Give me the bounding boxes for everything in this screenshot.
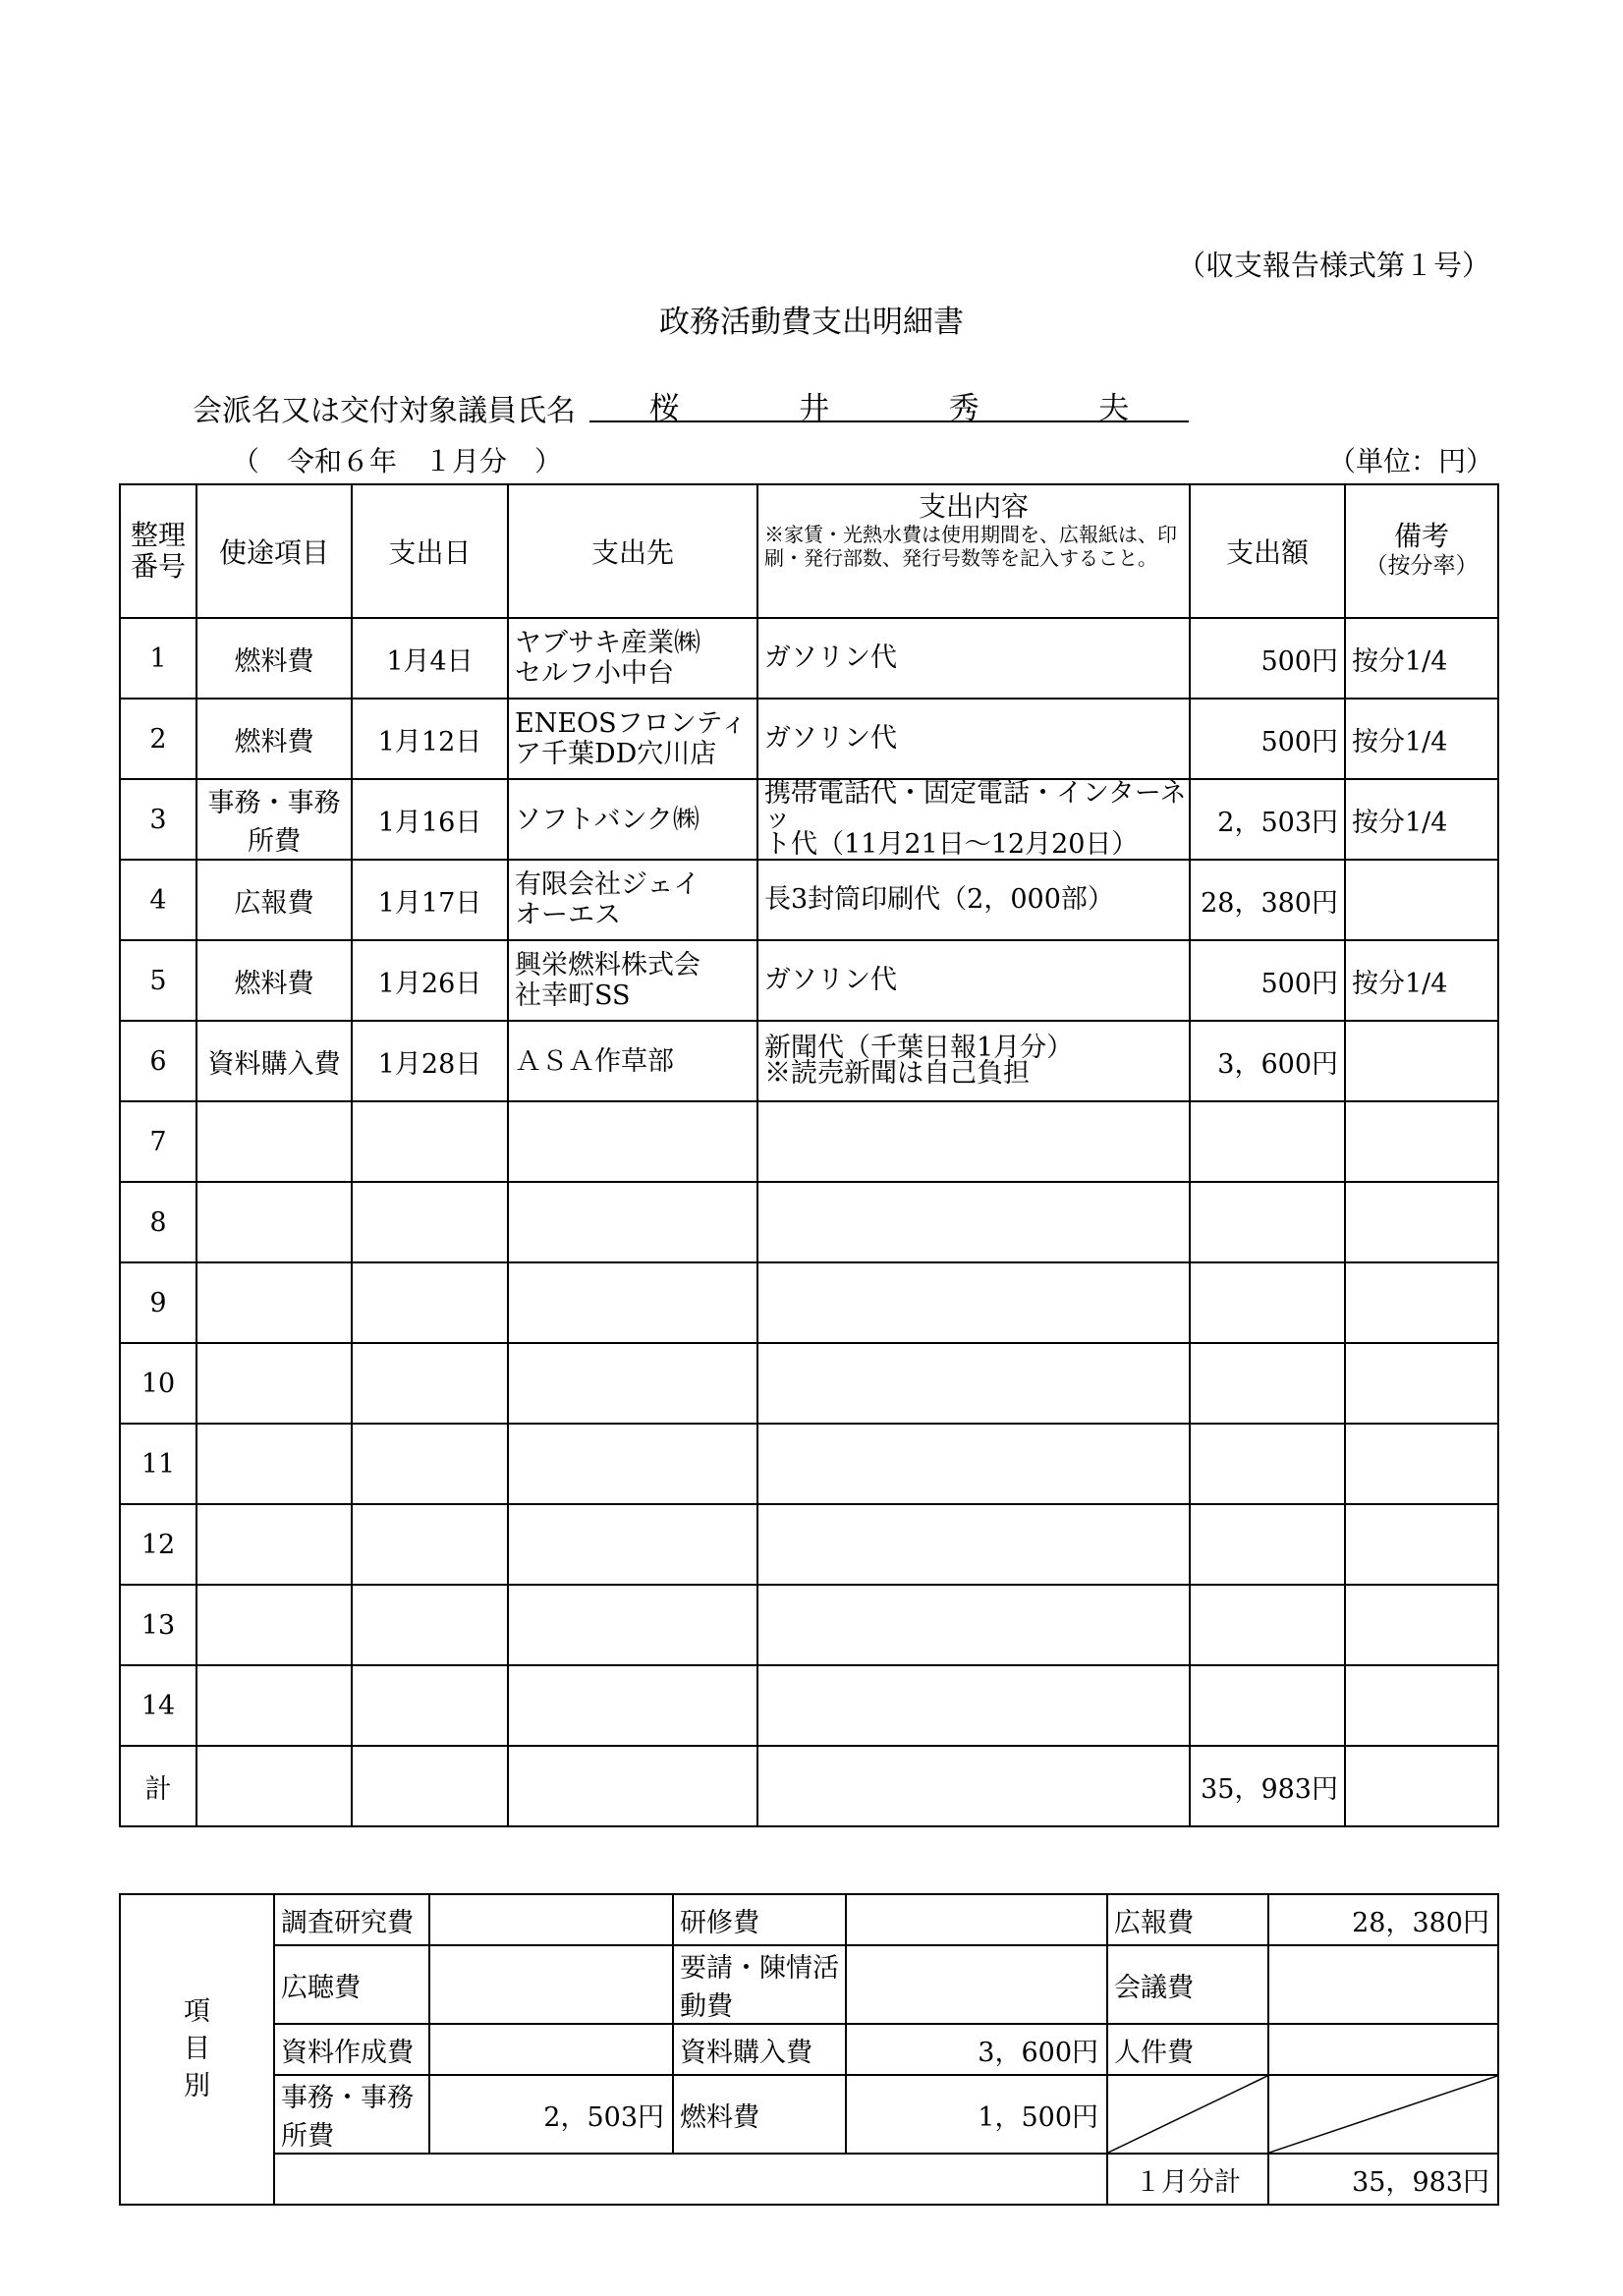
payee-line: オーエス xyxy=(515,900,621,930)
header-number-line: 整理 xyxy=(130,519,186,551)
description-line: ガソリン代 xyxy=(764,643,897,673)
row-payee xyxy=(508,1585,757,1665)
row-item xyxy=(196,1585,352,1665)
row-amount xyxy=(1190,1504,1345,1585)
row-description xyxy=(757,1021,1190,1101)
header-number-line: 番号 xyxy=(130,550,186,583)
month-total-value: 35，983円 xyxy=(1268,2154,1498,2205)
row-date: 1月17日 xyxy=(352,860,508,940)
row-number: 11 xyxy=(120,1424,196,1504)
row-number: 7 xyxy=(120,1101,196,1182)
summary-row xyxy=(120,2154,1498,2205)
row-date xyxy=(352,1424,508,1504)
row-date xyxy=(352,1182,508,1262)
row-amount: 500円 xyxy=(1190,699,1345,779)
row-remark xyxy=(1345,1424,1498,1504)
row-item xyxy=(196,1424,352,1504)
row-payee xyxy=(508,940,757,1021)
payee-line: ソフトバンク㈱ xyxy=(515,804,700,835)
meeting-label: 会議費 xyxy=(1107,1945,1268,2024)
expense-table xyxy=(119,483,1499,1827)
report-period: （ 令和６年 １月分 ） xyxy=(232,445,563,477)
row-payee xyxy=(508,1504,757,1585)
description-line: 長3封筒印刷代（2，000部） xyxy=(764,884,1114,915)
payee-line: ＡＳＡ作草部 xyxy=(515,1045,674,1077)
row-item: 燃料費 xyxy=(196,699,352,779)
summary-row xyxy=(120,1894,1498,1945)
unit-note: （単位：円） xyxy=(1328,445,1494,477)
row-date xyxy=(352,1504,508,1585)
summary-blank xyxy=(274,2154,1107,2205)
row-description xyxy=(757,1424,1190,1504)
row-remark xyxy=(1345,1182,1498,1262)
training-label: 研修費 xyxy=(673,1894,846,1945)
materials-purchase-value: 3，600円 xyxy=(846,2024,1107,2075)
diagonal-cell xyxy=(1107,2075,1268,2154)
row-description xyxy=(757,1665,1190,1746)
summary-side-label xyxy=(120,1894,274,2205)
owner-name-char: 桜 xyxy=(648,391,680,426)
month-total-label: １月分計 xyxy=(1107,2154,1268,2205)
row-payee xyxy=(508,618,757,699)
table-cell xyxy=(196,1746,352,1826)
table-row xyxy=(120,779,1498,860)
row-date: 1月4日 xyxy=(352,618,508,699)
payee-line: ア千葉DD穴川店 xyxy=(515,739,717,769)
row-date xyxy=(352,1262,508,1343)
row-date xyxy=(352,1101,508,1182)
total-row xyxy=(120,1746,1498,1826)
row-amount xyxy=(1190,1101,1345,1182)
row-remark: 按分1/4 xyxy=(1345,779,1498,860)
row-remark: 按分1/4 xyxy=(1345,618,1498,699)
owner-underline xyxy=(589,420,1189,422)
row-description xyxy=(757,1343,1190,1424)
table-row xyxy=(120,940,1498,1021)
table-row xyxy=(120,1182,1498,1262)
payee-line: 興栄燃料株式会 xyxy=(515,950,700,980)
row-amount xyxy=(1190,1262,1345,1343)
row-payee xyxy=(508,1101,757,1182)
diagonal-line xyxy=(1108,2076,1267,2153)
summary-row xyxy=(120,2075,1498,2154)
training-value xyxy=(846,1894,1107,1945)
header-content xyxy=(757,484,1190,618)
row-item xyxy=(196,1262,352,1343)
row-item xyxy=(196,1504,352,1585)
description-line: ガソリン代 xyxy=(764,965,897,995)
row-remark xyxy=(1345,1665,1498,1746)
table-row xyxy=(120,699,1498,779)
materials-purchase-label: 資料購入費 xyxy=(673,2024,846,2075)
owner-name-char: 秀 xyxy=(948,391,979,426)
row-description xyxy=(757,1101,1190,1182)
table-row xyxy=(120,618,1498,699)
row-payee xyxy=(508,1424,757,1504)
row-payee xyxy=(508,1262,757,1343)
table-cell xyxy=(508,1746,757,1826)
row-date xyxy=(352,1665,508,1746)
row-description xyxy=(757,860,1190,940)
row-item xyxy=(196,1343,352,1424)
table-row xyxy=(120,1262,1498,1343)
personnel-label: 人件費 xyxy=(1107,2024,1268,2075)
row-amount: 500円 xyxy=(1190,940,1345,1021)
header-item: 使途項目 xyxy=(196,484,352,618)
category-summary-table xyxy=(119,1893,1499,2206)
row-description xyxy=(757,1182,1190,1262)
row-payee xyxy=(508,1021,757,1101)
row-amount xyxy=(1190,1343,1345,1424)
payee-line: 社幸町SS xyxy=(515,980,631,1011)
row-number: 4 xyxy=(120,860,196,940)
table-row xyxy=(120,1021,1498,1101)
row-item: 資料購入費 xyxy=(196,1021,352,1101)
row-number: 3 xyxy=(120,779,196,860)
row-item: 燃料費 xyxy=(196,618,352,699)
header-remarks-title: 備考 xyxy=(1393,520,1449,552)
row-number: 12 xyxy=(120,1504,196,1585)
row-description xyxy=(757,1262,1190,1343)
hearing-value xyxy=(429,1945,673,2024)
total-label: 計 xyxy=(120,1746,196,1826)
row-description xyxy=(757,1504,1190,1585)
header-date: 支出日 xyxy=(352,484,508,618)
header-content-title: 支出内容 xyxy=(918,490,1029,523)
row-description xyxy=(757,699,1190,779)
row-number: 13 xyxy=(120,1585,196,1665)
row-item xyxy=(196,1101,352,1182)
pr-label: 広報費 xyxy=(1107,1894,1268,1945)
header-number xyxy=(120,484,196,618)
header-remarks xyxy=(1345,484,1498,618)
row-remark xyxy=(1345,1021,1498,1101)
owner-name-char: 井 xyxy=(799,391,830,426)
row-item: 燃料費 xyxy=(196,940,352,1021)
description-line: ト代（11月21日～12月20日） xyxy=(764,829,1139,860)
row-item xyxy=(196,1665,352,1746)
row-description xyxy=(757,618,1190,699)
row-item: 事務・事務所費 xyxy=(196,779,352,860)
row-remark: 按分1/4 xyxy=(1345,940,1498,1021)
row-remark xyxy=(1345,1504,1498,1585)
table-row xyxy=(120,1343,1498,1424)
form-number: （収支報告様式第１号） xyxy=(1177,249,1491,282)
row-item xyxy=(196,1182,352,1262)
diagonal-line xyxy=(1269,2076,1497,2153)
row-description xyxy=(757,779,1190,860)
payee-line: 有限会社ジェイ xyxy=(515,869,700,900)
row-date: 1月16日 xyxy=(352,779,508,860)
row-number: 6 xyxy=(120,1021,196,1101)
materials-creation-value xyxy=(429,2024,673,2075)
row-date xyxy=(352,1343,508,1424)
row-remark xyxy=(1345,1343,1498,1424)
table-row xyxy=(120,1585,1498,1665)
personnel-value xyxy=(1268,2024,1498,2075)
row-amount: 2，503円 xyxy=(1190,779,1345,860)
payee-line: ENEOSフロンティ xyxy=(515,708,748,739)
row-date: 1月28日 xyxy=(352,1021,508,1101)
owner-label: 会派名又は交付対象議員氏名 xyxy=(193,394,576,428)
materials-creation-label: 資料作成費 xyxy=(274,2024,429,2075)
header-amount: 支出額 xyxy=(1190,484,1345,618)
row-number: 1 xyxy=(120,618,196,699)
row-number: 5 xyxy=(120,940,196,1021)
research-value xyxy=(429,1894,673,1945)
office-value: 2，503円 xyxy=(429,2075,673,2154)
summary-row xyxy=(120,2024,1498,2075)
row-payee xyxy=(508,1665,757,1746)
row-payee xyxy=(508,860,757,940)
fuel-label: 燃料費 xyxy=(673,2075,846,2154)
row-payee xyxy=(508,1182,757,1262)
row-description xyxy=(757,940,1190,1021)
row-description xyxy=(757,1585,1190,1665)
description-line: ※読売新聞は自己負担 xyxy=(764,1058,1030,1089)
header-remarks-sub: （按分率） xyxy=(1365,553,1479,579)
row-remark xyxy=(1345,1585,1498,1665)
fuel-value: 1，500円 xyxy=(846,2075,1107,2154)
table-cell xyxy=(757,1746,1190,1826)
side-label-char: 目 xyxy=(184,2034,210,2064)
row-number: 8 xyxy=(120,1182,196,1262)
side-label-char: 別 xyxy=(184,2071,210,2101)
document-title: 政務活動費支出明細書 xyxy=(659,305,964,340)
row-remark xyxy=(1345,860,1498,940)
row-amount xyxy=(1190,1182,1345,1262)
row-date: 1月12日 xyxy=(352,699,508,779)
row-amount: 28，380円 xyxy=(1190,860,1345,940)
header-payee: 支出先 xyxy=(508,484,757,618)
row-amount: 500円 xyxy=(1190,618,1345,699)
summary-row xyxy=(120,1945,1498,2024)
description-line: 新聞代（千葉日報1月分） xyxy=(764,1033,1074,1063)
table-header-row xyxy=(120,484,1498,618)
table-row xyxy=(120,1101,1498,1182)
row-payee xyxy=(508,699,757,779)
row-amount xyxy=(1190,1585,1345,1665)
office-label: 事務・事務所費 xyxy=(274,2075,429,2154)
meeting-value xyxy=(1268,1945,1498,2024)
owner-name-char: 夫 xyxy=(1098,391,1130,426)
table-row xyxy=(120,1424,1498,1504)
table-cell xyxy=(1345,1746,1498,1826)
row-amount xyxy=(1190,1424,1345,1504)
table-cell xyxy=(352,1746,508,1826)
row-payee xyxy=(508,779,757,860)
row-number: 14 xyxy=(120,1665,196,1746)
payee-line: ヤブサキ産業㈱ xyxy=(515,628,700,658)
table-row xyxy=(120,860,1498,940)
row-number: 2 xyxy=(120,699,196,779)
row-amount xyxy=(1190,1665,1345,1746)
row-number: 10 xyxy=(120,1343,196,1424)
row-number: 9 xyxy=(120,1262,196,1343)
payee-line: セルフ小中台 xyxy=(515,658,674,689)
description-line: 携帯電話代・固定電話・インターネッ xyxy=(764,778,1187,834)
table-row xyxy=(120,1665,1498,1746)
row-item: 広報費 xyxy=(196,860,352,940)
hearing-label: 広聴費 xyxy=(274,1945,429,2024)
row-remark: 按分1/4 xyxy=(1345,699,1498,779)
diagonal-cell xyxy=(1268,2075,1498,2154)
total-amount: 35，983円 xyxy=(1190,1746,1345,1826)
side-label-char: 項 xyxy=(184,1996,210,2027)
table-row xyxy=(120,1504,1498,1585)
row-remark xyxy=(1345,1101,1498,1182)
description-line: ガソリン代 xyxy=(764,723,897,754)
row-amount: 3，600円 xyxy=(1190,1021,1345,1101)
row-remark xyxy=(1345,1262,1498,1343)
row-payee xyxy=(508,1343,757,1424)
petition-label: 要請・陳情活動費 xyxy=(673,1945,846,2024)
petition-value xyxy=(846,1945,1107,2024)
header-content-note: ※家賃・光熱水費は使用期間を、広報紙は、印刷・発行部数、発行号数等を記入すること。 xyxy=(764,523,1177,570)
row-date: 1月26日 xyxy=(352,940,508,1021)
research-label: 調査研究費 xyxy=(274,1894,429,1945)
pr-value: 28，380円 xyxy=(1268,1894,1498,1945)
row-date xyxy=(352,1585,508,1665)
